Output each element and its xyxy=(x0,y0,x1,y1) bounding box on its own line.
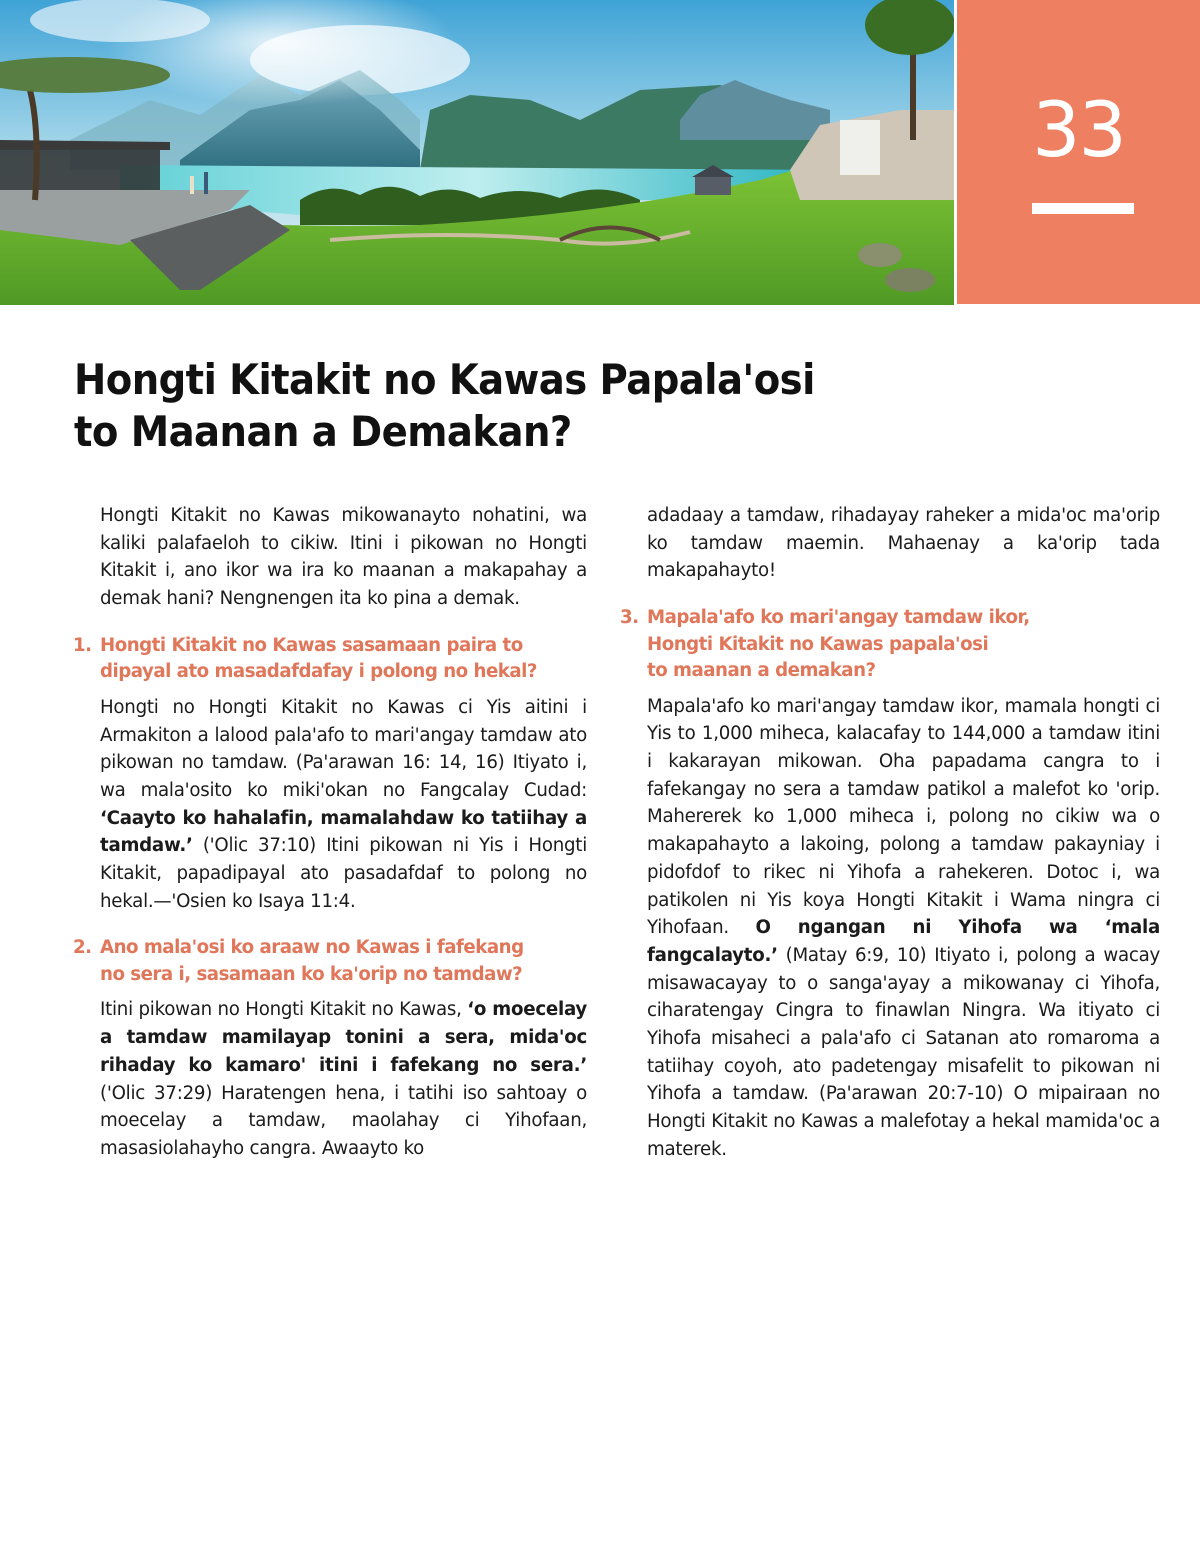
answer-paragraph xyxy=(73,996,587,1162)
lesson-number: 33 xyxy=(1032,85,1125,174)
question-number: 3. xyxy=(620,607,639,629)
hero-image xyxy=(0,0,954,305)
answer-paragraph xyxy=(73,694,587,916)
lesson-number-badge xyxy=(957,0,1200,304)
question-line: dipayal ato masadafdafay i polong no hekal? xyxy=(100,661,537,683)
lesson-number-underline xyxy=(1032,203,1134,214)
left-column xyxy=(73,502,587,1163)
paradise-landscape-illustration xyxy=(0,0,954,305)
question-line: Hongti Kitakit no Kawas sasamaan paira to xyxy=(100,634,523,656)
answer-text: Itini pikowan no Hongti Kitakit no Kawas, xyxy=(100,999,468,1021)
question-number: 1. xyxy=(73,634,92,656)
question-line: Mapala'afo ko mari'angay tamdaw ikor, xyxy=(647,607,1030,629)
question-text xyxy=(100,935,587,988)
question-line: no sera i, sasamaan ko ka'orip no tamdaw? xyxy=(100,963,523,985)
intro-paragraph: Hongti Kitakit no Kawas mikowanayto nohatini, wa kaliki palafaeloh to cikiw. Itini i pikowan no Hongti Kitakit i, ano ikor wa ira ko maanan a makapahay a demak hani? Nengnengen ita ko pina a demak. xyxy=(100,505,587,610)
scripture-quote: O ngangan ni Yihofa wa ‘mala fangcalayto.’ xyxy=(647,917,1160,966)
answer-paragraph xyxy=(620,693,1160,1164)
answer-text: Hongti no Hongti Kitakit no Kawas ci Yis aitini i Armakiton a lalood pala'afo to mari'angay tamdaw ato pikowan no tamdaw. (Pa'arawan 16: 14, 16) Itiyato i, wa mala'osito ko miki'okan no Fangcalay Cudad: xyxy=(100,696,587,801)
title-line: to Maanan a Demakan? xyxy=(74,407,572,456)
scripture-quote: ‘o moecelay a tamdaw mamilayap tonini a sera, mida'oc rihaday ko kamaro' itini i fafekang no sera.’ xyxy=(100,999,588,1076)
question-text xyxy=(100,633,587,686)
answer-text: (Matay 6:9, 10) Itiyato i, polong a wacay misawacayay to o sanga'ayay a mikowanay ci Yihofa, ciharatengay Cingra to finawlan Ningra. Wa itiyato ci Yihofa misaheci a pala'afo ci Satanan ato romaroma a tatiihay coyoh, ato padetengay misafelit to pikowan ni Yihofa a tamdaw. (Pa'arawan 20:7-10) O mipairaan no Hongti Kitakit no Kawas a malefotay a hekal mamida'oc a materek. xyxy=(647,944,1160,1160)
title-line: Hongti Kitakit no Kawas Papala'osi xyxy=(74,355,815,404)
question-heading xyxy=(73,935,587,988)
answer-text: ('Olic 37:29) Haratengen hena, i tatihi iso sahtoay o moecelay a tamdaw, maolahay ci Yihofaan, masasiolahayho cangra. Awaayto ko xyxy=(100,1082,587,1159)
question-heading xyxy=(620,605,1160,685)
page-title xyxy=(74,354,911,458)
question-line: to maanan a demakan? xyxy=(647,660,876,682)
right-column xyxy=(620,502,1160,1164)
question-number: 2. xyxy=(73,937,92,959)
continued-paragraph: adadaay a tamdaw, rihadayay raheker a mida'oc ma'orip ko tamdaw maemin. Mahaenay a ka'orip tada makapahayto! xyxy=(647,505,1160,582)
scripture-quote: ‘Caayto ko hahalafin, mamalahdaw ko tatiihay a tamdaw.’ xyxy=(100,807,587,857)
answer-text: Mapala'afo ko mari'angay tamdaw ikor, mamala hongti ci Yis to 1,000 miheca, kalacafay to 144,000 a tamdaw itini i kakarayan mikowan. Oha papadama cangra to i fafekangay no sera a tamdaw patikol a malefot ko 'orip. Mahererek ko 1,000 miheca i, polong no cikiw wa o makapahayto a lakoing, polong a tamdaw pakayniay i pidofdof to rikec ni Yihofa a rahekeren. Dotoc i, wa patikolen ni Yis koya Hongti Kitakit i Wama ningra ci Yihofaan. xyxy=(647,695,1160,939)
question-line: Ano mala'osi ko araaw no Kawas i fafekang xyxy=(100,937,524,959)
answer-text: ('Olic 37:10) Itini pikowan ni Yis i Hongti Kitakit, papadipayal ato pasadafdaf to polong no hekal.—'Osien ko Isaya 11:4. xyxy=(100,835,587,912)
question-text xyxy=(647,605,1160,685)
question-heading xyxy=(73,633,587,686)
question-line: Hongti Kitakit no Kawas papala'osi xyxy=(647,633,989,655)
